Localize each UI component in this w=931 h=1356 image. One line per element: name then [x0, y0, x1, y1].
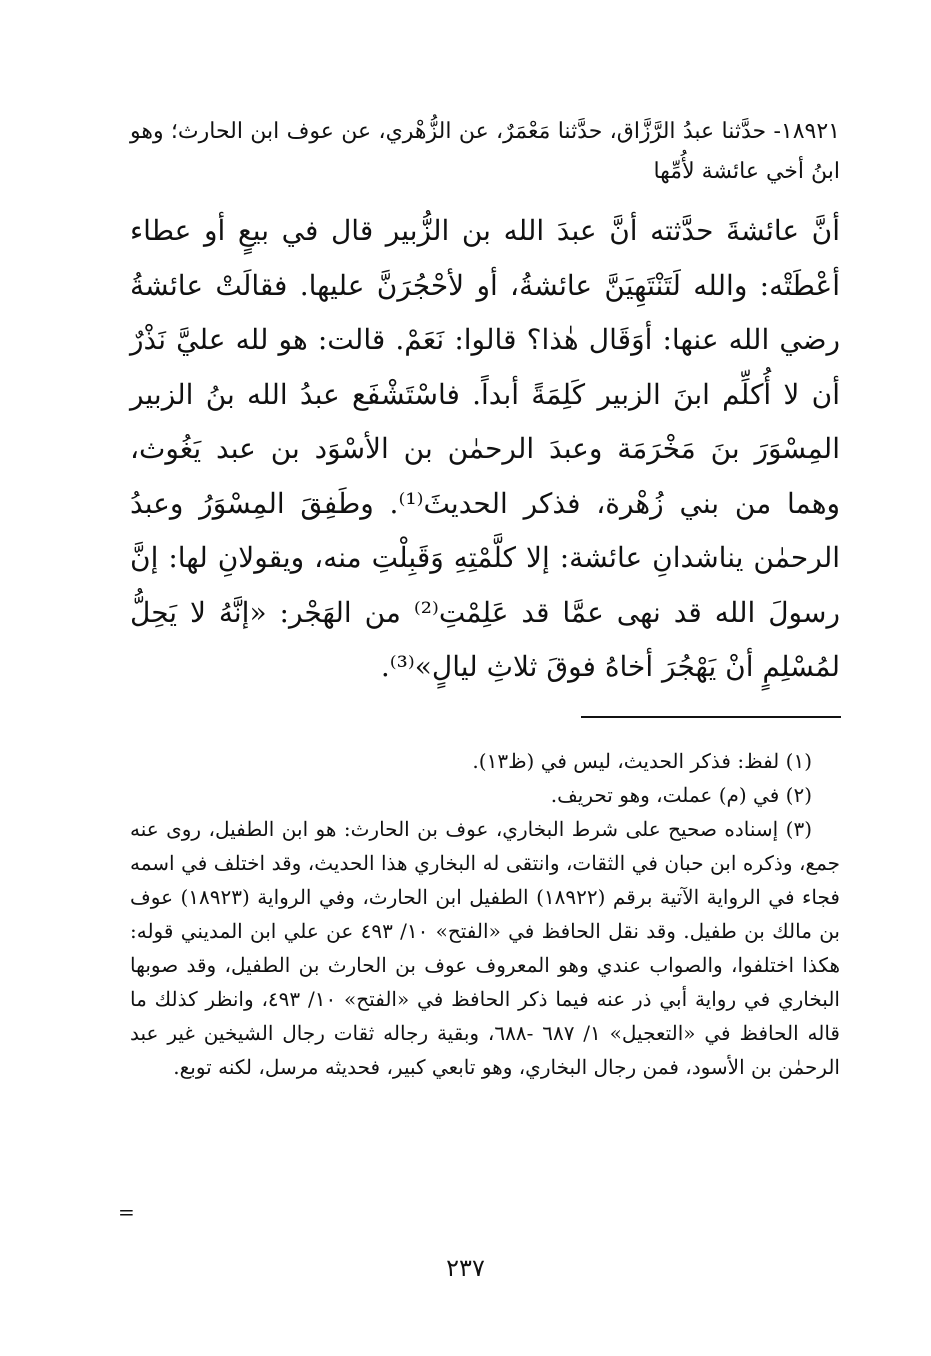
- footnote-divider: [581, 716, 841, 718]
- footnote-2: (٢) في (م) عملت، وهو تحريف.: [550, 783, 812, 807]
- page-number: ٢٣٧: [446, 1254, 485, 1282]
- hadith-text: أنَّ عائشةَ حدَّثته أنَّ عبدَ الله بن الزُّبير قال في بيعٍ أو عطاء أعْطَتْه: والله لَتَنْتَهِيَنَّ عائشةُ، أو لأحْجُرَنَّ عليها. فقالَتْ عائشةُ رضي الله عنها: أوَقَال هٰذا؟ قالوا: نَعَمْ. قالت: هو لله عليَّ نَذْرٌ أن لا أُكلِّم ابنَ الزبير كَلِمَةً أبداً. فاسْتَشْفَع عبدُ الله بنُ الزبير المِسْوَرَ بنَ مَخْرَمَة وعبدَ الرحمٰن بن الأسْوَد بن عبد يَغُوث، وهما من بني زُهْرة، فذكر الحديثَ⁽¹⁾. وطَفِقَ المِسْوَرُ وعبدُ الرحمٰن يناشدانِ عائشة: إلا كلَّمْتِهِ وَقَبِلْتِ منه، ويقولانِ لها: إنَّ رسولَ الله قد نهى عمَّا قد عَلِمْتِ⁽²⁾ من الهَجْر: «إنَّهُ لا يَحِلُّ لمُسْلِمٍ أنْ يَهْجُرَ أخاهُ فوقَ ثلاثِ ليالٍ»⁽³⁾.: [130, 214, 841, 683]
- hadith-chain: ١٨٩٢١- حدَّثنا عبدُ الرَّزَّاق، حدَّثنا مَعْمَرٌ، عن الزُّهْري، عن عوف ابن الحارث؛ وهو ابنُ أخي عائشة لأُمِّها: [130, 119, 840, 184]
- continuation-mark: =: [118, 1200, 135, 1224]
- footnote-3: (٣) إسناده صحيح على شرط البخاري، عوف بن الحارث: هو ابن الطفيل، روى عنه جمع، وذكره ابن حبان في الثقات، وانتقى له البخاري هذا الحديث، وقد اختلف في اسمه فجاء في الرواية الآتية برقم (١٨٩٢٢) الطفيل ابن الحارث، وفي الرواية (١٨٩٢٣) عوف بن مالك بن طفيل. وقد نقل الحافظ في «الفتح» ١٠/ ٤٩٣ عن علي ابن المديني قوله: هكذا اختلفوا، والصواب عندي وهو المعروف عوف بن الحارث بن الطفيل، وقد صوبها البخاري في رواية أبي ذر عنه فيما ذكر الحافظ في «الفتح» ١٠/ ٤٩٣، وانظر كذلك ما قاله الحافظ في «التعجيل» ١/ ٦٨٧ -٦٨٨، وبقية رجاله ثقات رجال الشيخين غير عبد الرحمٰن بن الأسود، فمن رجال البخاري، وهو تابعي كبير، فحديثه مرسل، لكنه توبع.: [130, 817, 840, 1079]
- footnote-1: (١) لفظ: فذكر الحديث، ليس في (ظ١٣).: [472, 749, 812, 773]
- footnotes: [130, 744, 840, 1084]
